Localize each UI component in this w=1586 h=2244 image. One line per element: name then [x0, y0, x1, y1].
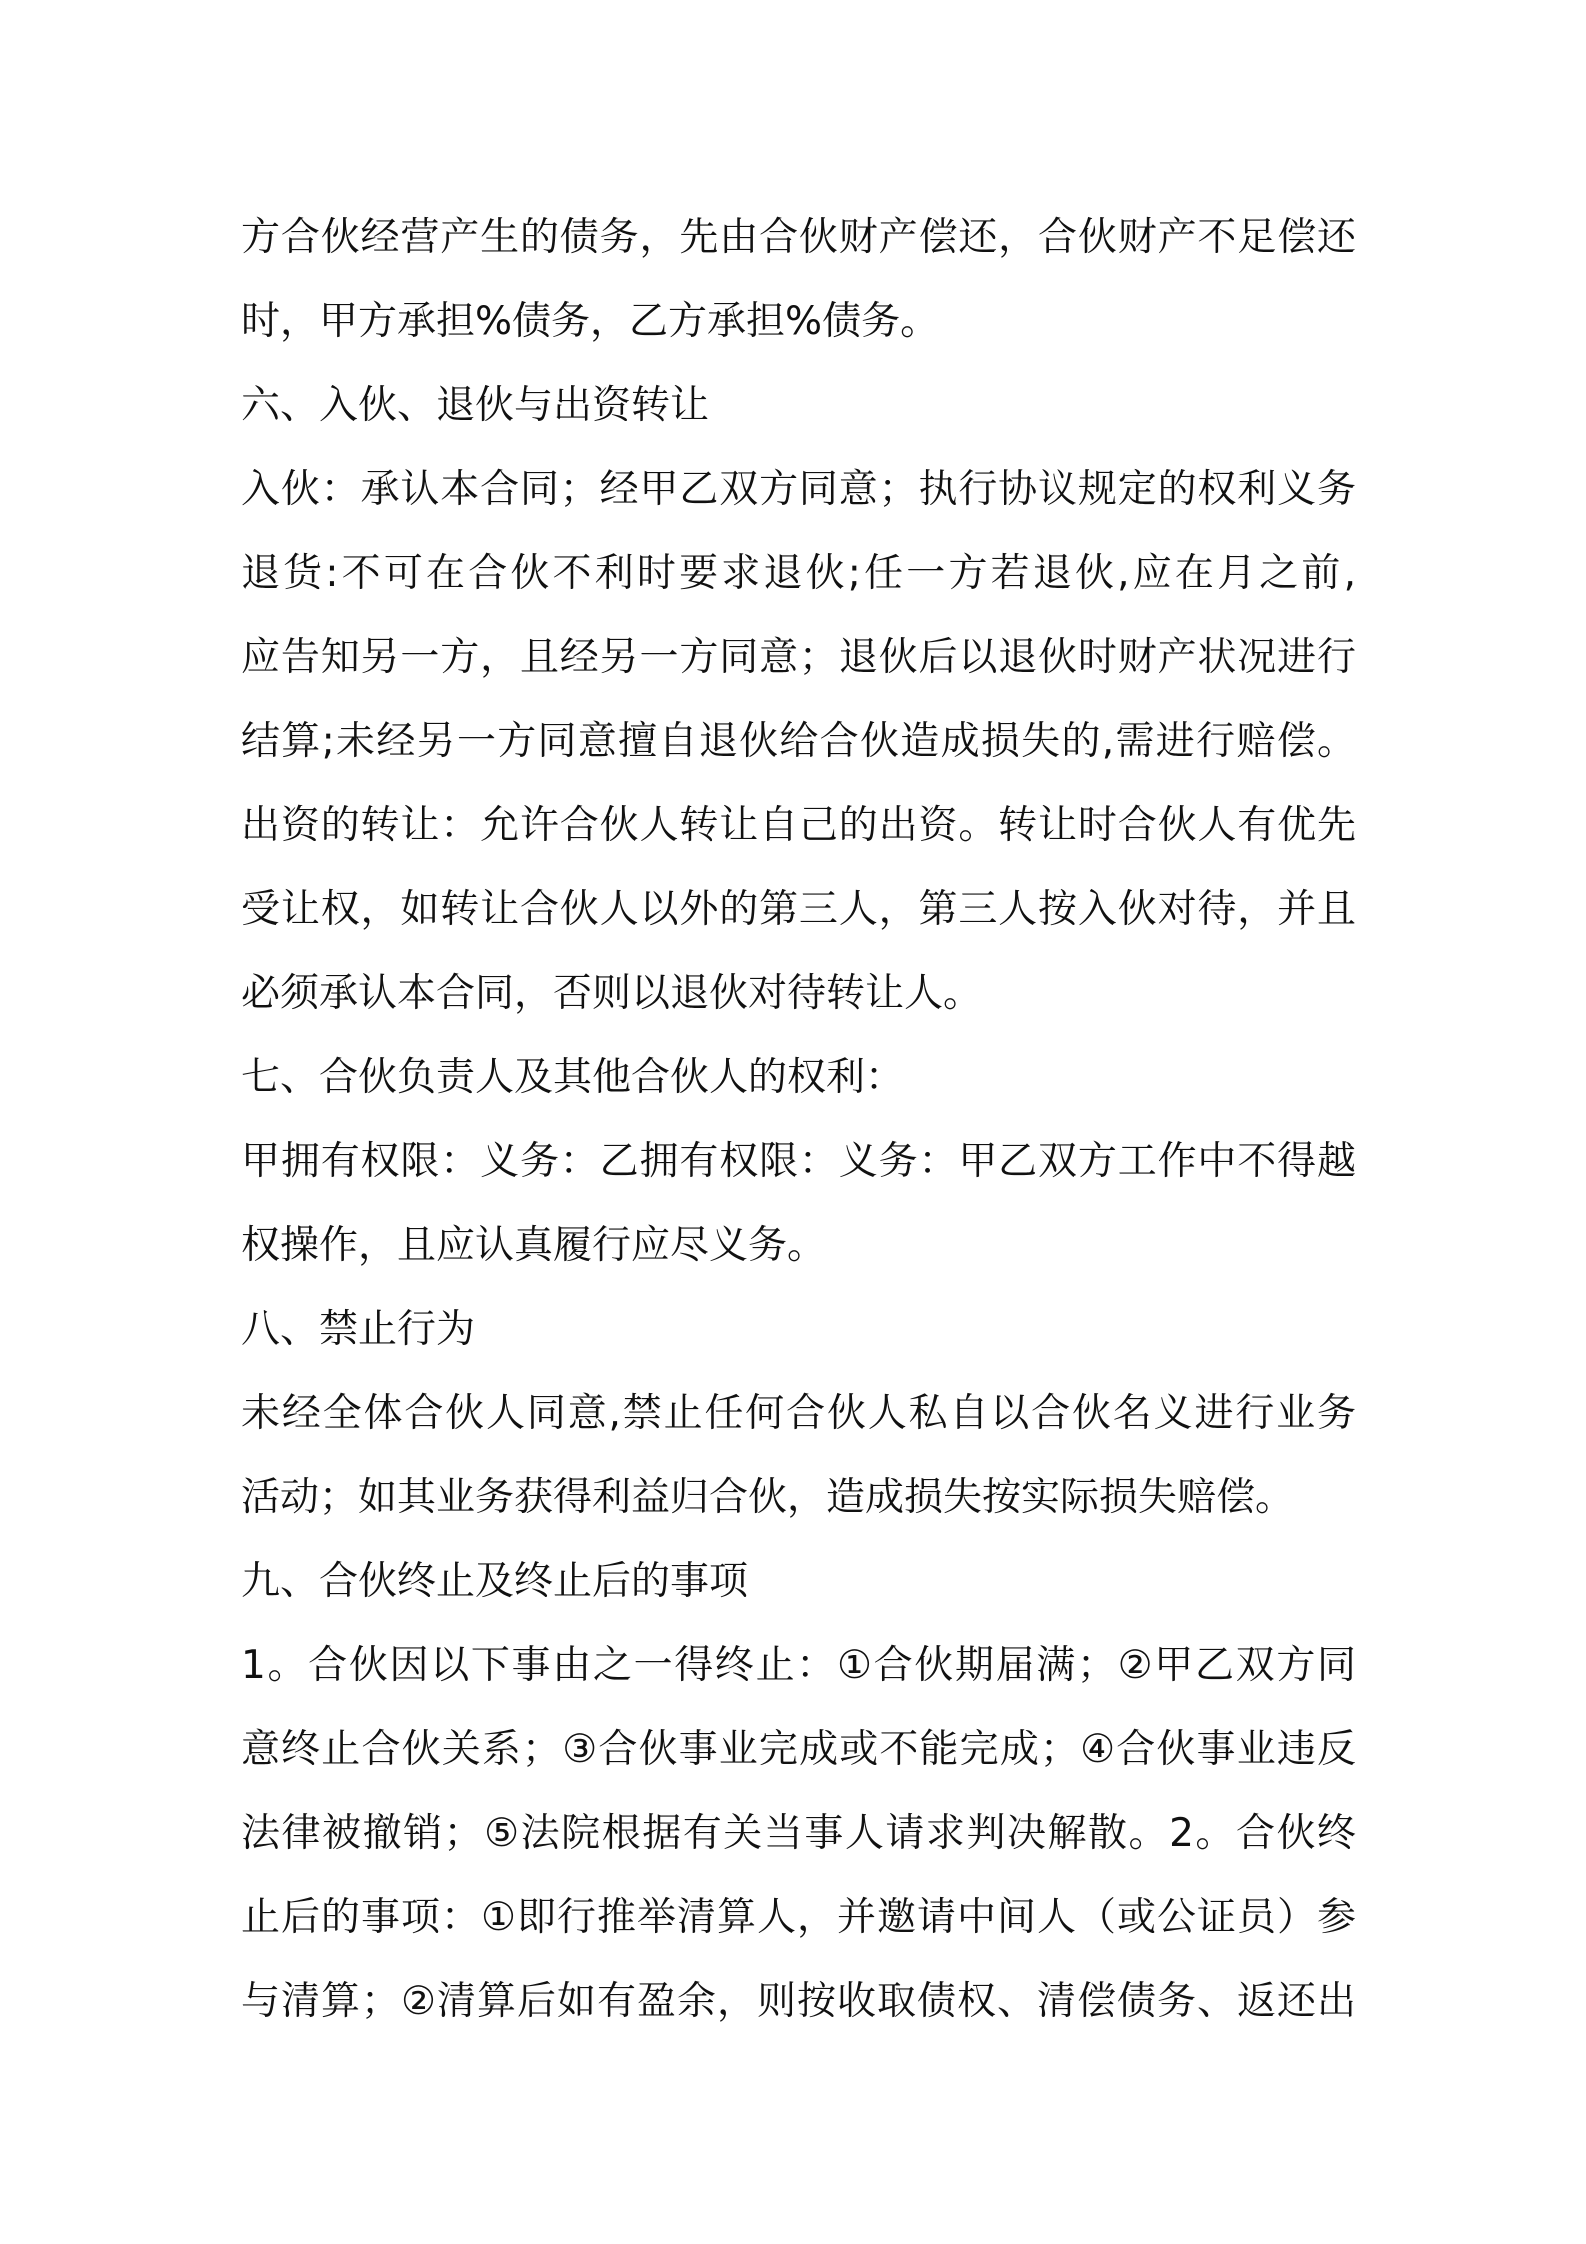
text-line-16: 活动；如其业务获得利益归合伙，造成损失按实际损失赔偿。 [241, 1475, 1295, 1520]
text-line-10: 必须承认本合同，否则以退伙对待转让人。 [241, 971, 983, 1016]
text-line-2: 时，甲方承担%债务，乙方承担%债务。 [241, 299, 940, 344]
text-line-5: 退货:不可在合伙不利时要求退伙;任一方若退伙,应在月之前, [241, 551, 1356, 596]
text-line-9: 受让权，如转让合伙人以外的第三人，第三人按入伙对待，并且 [241, 887, 1356, 932]
section-heading-8: 八、禁止行为 [241, 1307, 476, 1352]
text-line-7: 结算;未经另一方同意擅自退伙给合伙造成损失的,需进行赔偿。 [241, 719, 1356, 764]
text-line-22: 与清算；②清算后如有盈余，则按收取债权、清偿债务、返还出 [241, 1979, 1356, 2024]
text-line-19: 意终止合伙关系；③合伙事业完成或不能完成；④合伙事业违反 [241, 1727, 1356, 1772]
text-line-15: 未经全体合伙人同意,禁止任何合伙人私自以合伙名义进行业务 [241, 1391, 1356, 1436]
section-heading-9: 九、合伙终止及终止后的事项 [241, 1559, 749, 1604]
text-line-13: 权操作，且应认真履行应尽义务。 [241, 1223, 827, 1268]
text-line-18: 1。合伙因以下事由之一得终止：①合伙期届满；②甲乙双方同 [241, 1643, 1356, 1688]
document-page [241, 196, 1356, 2044]
text-line-21: 止后的事项：①即行推举清算人，并邀请中间人（或公证员）参 [241, 1895, 1356, 1940]
text-line-8: 出资的转让：允许合伙人转让自己的出资。转让时合伙人有优先 [241, 803, 1356, 848]
text-line-12: 甲拥有权限：义务：乙拥有权限：义务：甲乙双方工作中不得越 [241, 1139, 1356, 1184]
text-line-1: 方合伙经营产生的债务，先由合伙财产偿还，合伙财产不足偿还 [241, 215, 1356, 260]
text-line-4: 入伙：承认本合同；经甲乙双方同意；执行协议规定的权利义务 [241, 467, 1356, 512]
text-line-6: 应告知另一方，且经另一方同意；退伙后以退伙时财产状况进行 [241, 635, 1356, 680]
text-line-20: 法律被撤销；⑤法院根据有关当事人请求判决解散。2。合伙终 [241, 1811, 1356, 1856]
section-heading-7: 七、合伙负责人及其他合伙人的权利： [241, 1055, 905, 1100]
section-heading-6: 六、入伙、退伙与出资转让 [241, 383, 710, 428]
